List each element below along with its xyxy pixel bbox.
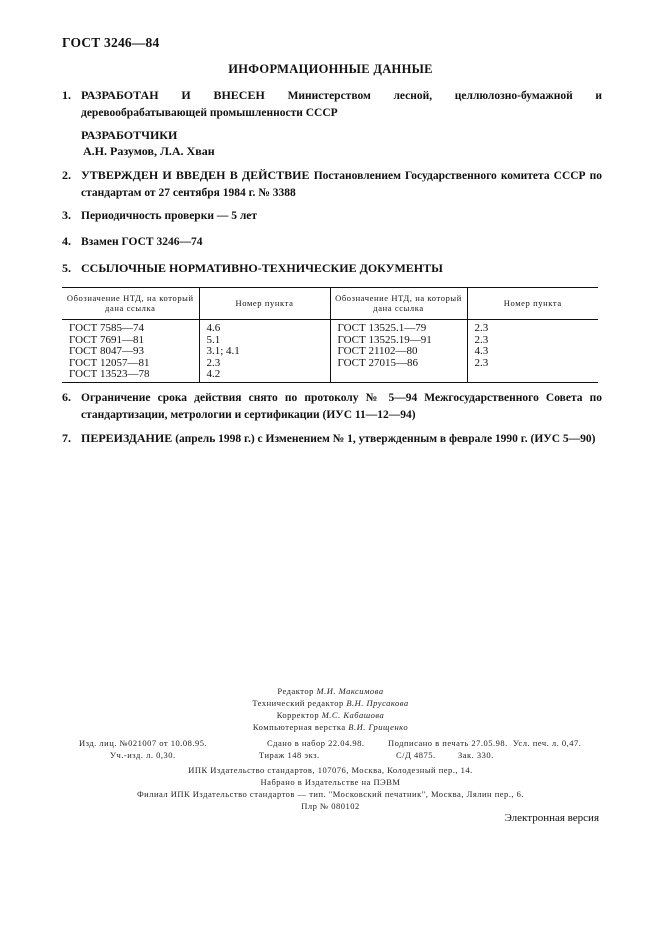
item-body: (апрель 1998 г.) с Изменением № 1, утвержденным в феврале 1990 г. (ИУС 5—90)	[175, 433, 596, 445]
imprint-typeset: Сдано в набор 22.04.98.	[267, 738, 365, 748]
table-row	[62, 369, 598, 382]
imprint-publisher: ИПК Издательство стандартов, 107076, Москва, Колодезный пер., 14.	[188, 765, 473, 775]
item-text	[81, 207, 602, 224]
imprint-cd: С/Д 4875.	[396, 750, 436, 760]
table-cell: 4.3	[474, 345, 489, 357]
item-number: 3.	[62, 208, 71, 222]
column-header-clause: Номер пункта	[467, 288, 598, 320]
item-body: Взамен ГОСТ 3246—74	[81, 236, 203, 248]
imprint-plr: Плр № 080102	[301, 801, 360, 811]
item-text	[81, 233, 602, 250]
item-body: Министерством лесной, целлюлозно-бумажной и деревообрабатывающей промышленности СССР	[81, 90, 602, 119]
imprint-pub-sheets: Уч.-изд. л. 0,30.	[110, 750, 176, 760]
imprint-circulation: Тираж 148 экз.	[259, 750, 320, 760]
item-text	[81, 87, 602, 121]
table-cell: 5.1	[199, 335, 330, 347]
table-cell: ГОСТ 13525.1—79	[330, 320, 467, 335]
imprint-block	[0, 685, 661, 733]
imprint-layout: Компьютерная верстка В.И. Грищенко	[252, 722, 409, 732]
item-lead: УТВЕРЖДЕН И ВВЕДЕН В ДЕЙСТВИЕ	[81, 168, 310, 182]
table-cell: ГОСТ 13525.19—91	[330, 335, 467, 347]
imprint-license: Изд. лиц. №021007 от 10.08.95.	[79, 738, 208, 748]
table-cell: ГОСТ 12057—81	[62, 358, 199, 370]
item-text	[81, 389, 602, 423]
column-header-ntd: Обозначение НТД, на который дана ссылка	[330, 288, 467, 320]
item-number: 5.	[62, 261, 71, 275]
imprint-editors	[0, 685, 661, 733]
table-cell: 2.3	[474, 333, 489, 346]
standard-code: ГОСТ 3246—84	[62, 35, 160, 50]
imprint-order: Зак. 330.	[458, 750, 494, 760]
imprint-branch: Филиал ИПК Издательство стандартов — тип. "Московский печатник", Москва, Лялин пер., 6.	[136, 789, 525, 799]
table-cell: 3.1; 4.1	[199, 346, 330, 358]
item-number: 6.	[62, 390, 71, 404]
table-cell: 4.6	[199, 320, 330, 335]
table-header-row	[62, 288, 598, 320]
imprint-signed: Подписано в печать 27.05.98.	[388, 738, 508, 748]
item-text	[81, 430, 602, 447]
developers-label: РАЗРАБОТЧИКИ	[81, 128, 178, 142]
table-cell: ГОСТ 27015—86	[330, 358, 467, 370]
item-body: Постановлением Государственного комитета СССР по стандартам от 27 сентября 1984 г. № 3388	[81, 170, 603, 199]
imprint-typed: Набрано в Издательстве на ПЭВМ	[260, 777, 401, 787]
table-row	[62, 320, 598, 335]
item-text	[81, 167, 602, 201]
table-row	[62, 346, 598, 358]
imprint-details	[0, 738, 661, 766]
imprint-corrector: Корректор М.С. Кабашова	[276, 710, 385, 720]
table-cell: 2.3	[474, 356, 489, 369]
electronic-version-note: Электронная версия	[504, 812, 599, 824]
references-table	[62, 287, 598, 383]
table-cell	[330, 369, 467, 382]
table-cell: 2.3	[199, 358, 330, 370]
imprint-tech-editor: Технический редактор В.Н. Прусакова	[252, 698, 409, 708]
table-cell: ГОСТ 21102—80	[330, 346, 467, 358]
imprint-publisher-block	[0, 764, 661, 812]
item-lead: ПЕРЕИЗДАНИЕ	[81, 431, 173, 445]
table-cell: ГОСТ 7691—81	[62, 335, 199, 347]
column-header-clause: Номер пункта	[199, 288, 330, 320]
item-body: Периодичность проверки — 5 лет	[81, 210, 258, 222]
item-number: 7.	[62, 431, 71, 445]
item-number: 2.	[62, 168, 71, 182]
table-cell: ГОСТ 13523—78	[62, 369, 199, 382]
item-text	[81, 260, 602, 276]
page-title: ИНФОРМАЦИОННЫЕ ДАННЫЕ	[228, 62, 433, 76]
imprint-print-sheets: Усл. печ. л. 0,47.	[513, 738, 582, 748]
item-body: Ограничение срока действия снято по протоколу № 5—94 Межгосударственного Совета по стандартизации, метрологии и сертификации (ИУС 11—12—94)	[81, 392, 602, 421]
item-number: 4.	[62, 234, 71, 248]
column-header-ntd: Обозначение НТД, на который дана ссылка	[62, 288, 199, 320]
table-cell: 2.3	[474, 322, 489, 334]
table-cell: ГОСТ 7585—74	[62, 320, 199, 335]
item-number: 1.	[62, 88, 71, 102]
developers-block	[81, 127, 215, 159]
table-cell	[467, 369, 598, 382]
item-lead: ССЫЛОЧНЫЕ НОРМАТИВНО-ТЕХНИЧЕСКИЕ ДОКУМЕНТЫ	[81, 261, 443, 275]
table-cell: 4.2	[199, 369, 330, 382]
table-cell: ГОСТ 8047—93	[62, 346, 199, 358]
developers-names: А.Н. Разумов, Л.А. Хван	[83, 144, 215, 158]
imprint-editor: Редактор М.И. Максимова	[277, 686, 384, 696]
item-lead: РАЗРАБОТАН И ВНЕСЕН	[81, 88, 265, 102]
